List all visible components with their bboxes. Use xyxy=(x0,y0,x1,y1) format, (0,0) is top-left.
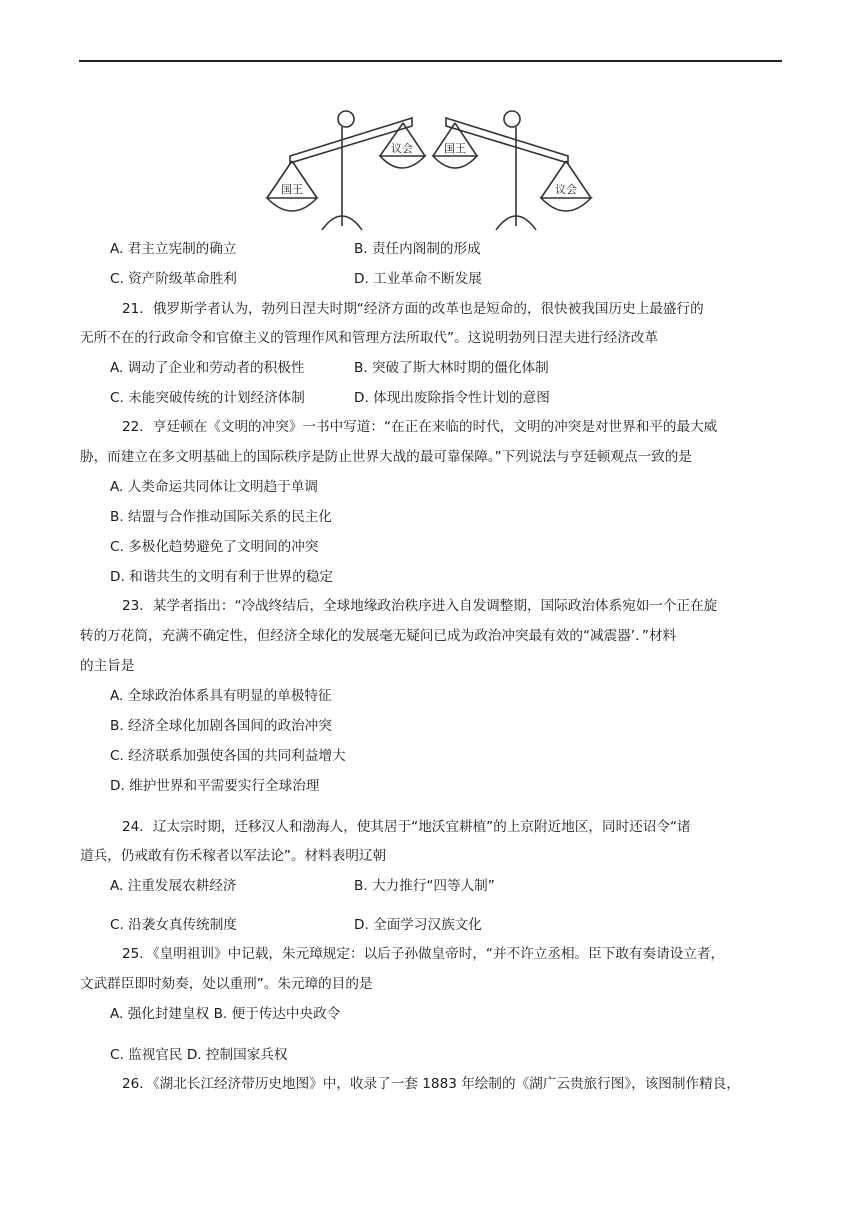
q22-option-b[interactable]: B. 结盟与合作推动国际关系的民主化 xyxy=(110,509,332,525)
q20-option-c[interactable]: C. 资产阶级革命胜利 xyxy=(110,271,237,287)
q24-stem-line2: 道兵，仍戒敢有伤禾稼者以军法论”。材料表明辽朝 xyxy=(80,848,387,864)
q25-stem-line1: 25．《皇明祖训》中记载，朱元璋规定：以后子孙做皇帝时，“并不许立丞相。臣下敢有奏请设立者， xyxy=(122,946,725,962)
q23-option-d[interactable]: D. 维护世界和平需要实行全球治理 xyxy=(110,778,320,794)
balance-scales-figure xyxy=(262,106,596,230)
q21-option-c[interactable]: C. 未能突破传统的计划经济体制 xyxy=(110,390,305,406)
right-pan-label: 议会 xyxy=(555,183,577,196)
q24-stem-line1: 24．辽太宗时期，迁移汉人和渤海人，使其居于“地沃宜耕植”的上京附近地区，同时还诏令“诸 xyxy=(122,819,691,835)
q23-option-a[interactable]: A. 全球政治体系具有明显的单极特征 xyxy=(110,688,332,704)
q21-option-a[interactable]: A. 调动了企业和劳动者的积极性 xyxy=(110,360,305,376)
q25-stem-line2: 文武群臣即时劾奏，处以重刑”。朱元璋的目的是 xyxy=(80,976,373,992)
q21-stem-line1: 21．俄罗斯学者认为，勃列日涅夫时期“经济方面的改革也是短命的，很快被我国历史上最盛行的 xyxy=(122,301,704,317)
q21-stem-line2: 无所不在的行政命令和官僚主义的管理作风和管理方法所取代”。这说明勃列日涅夫进行经济改革 xyxy=(80,330,658,346)
right-scale-pivot-icon xyxy=(504,111,520,127)
header-rule xyxy=(79,60,782,62)
q23-option-b[interactable]: B. 经济全球化加剧各国间的政治冲突 xyxy=(110,718,332,734)
q23-stem-line3: 的主旨是 xyxy=(80,658,135,674)
left-scale-pivot-icon xyxy=(338,111,354,127)
q22-option-c[interactable]: C. 多极化趋势避免了文明间的冲突 xyxy=(110,539,319,555)
q25-options-line1[interactable]: A. 强化封建皇权 B. 便于传达中央政令 xyxy=(110,1006,341,1022)
q20-option-d[interactable]: D. 工业革命不断发展 xyxy=(354,271,482,287)
q26-stem-line1: 26．《湖北长江经济带历史地图》中，收录了一套 1883 年绘制的《湖广云贵旅行图》，该图制作精良， xyxy=(122,1076,740,1092)
q24-option-d[interactable]: D. 全面学习汉族文化 xyxy=(354,917,482,933)
q22-stem-line1: 22．亨廷顿在《文明的冲突》一书中写道：“在正在来临的时代，文明的冲突是对世界和平的最大威 xyxy=(122,419,718,435)
q24-option-a[interactable]: A. 注重发展农耕经济 xyxy=(110,878,237,894)
middle-right-pan-label: 国王 xyxy=(444,142,466,155)
q24-option-c[interactable]: C. 沿袭女真传统制度 xyxy=(110,917,237,933)
q22-option-a[interactable]: A. 人类命运共同体让文明趋于单调 xyxy=(110,479,319,495)
q21-option-d[interactable]: D. 体现出废除指令性计划的意图 xyxy=(354,390,550,406)
q20-option-a[interactable]: A. 君主立宪制的确立 xyxy=(110,241,237,257)
middle-left-pan-label: 议会 xyxy=(391,142,413,155)
q22-option-d[interactable]: D. 和谐共生的文明有利于世界的稳定 xyxy=(110,569,334,585)
q22-stem-line2: 胁，而建立在多文明基础上的国际秩序是防止世界大战的最可靠保障。”下列说法与亨廷顿观点一致的是 xyxy=(80,449,692,465)
q23-stem-line2: 转的万花筒，充满不确定性，但经济全球化的发展毫无疑问已成为政治冲突最有效的“减震器’．”材料 xyxy=(80,628,677,644)
q20-option-b[interactable]: B. 责任内阁制的形成 xyxy=(354,241,481,257)
q23-option-c[interactable]: C. 经济联系加强使各国的共同利益增大 xyxy=(110,748,346,764)
left-pan-label: 国王 xyxy=(281,183,303,196)
q24-option-b[interactable]: B. 大力推行“四等人制” xyxy=(354,878,495,894)
q23-stem-line1: 23．某学者指出：“冷战终结后，全球地缘政治秩序进入自发调整期，国际政治体系宛如一个正在旋 xyxy=(122,598,718,614)
q21-option-b[interactable]: B. 突破了斯大林时期的僵化体制 xyxy=(354,360,549,376)
q25-options-line2[interactable]: C. 监视官民 D. 控制国家兵权 xyxy=(110,1047,288,1063)
